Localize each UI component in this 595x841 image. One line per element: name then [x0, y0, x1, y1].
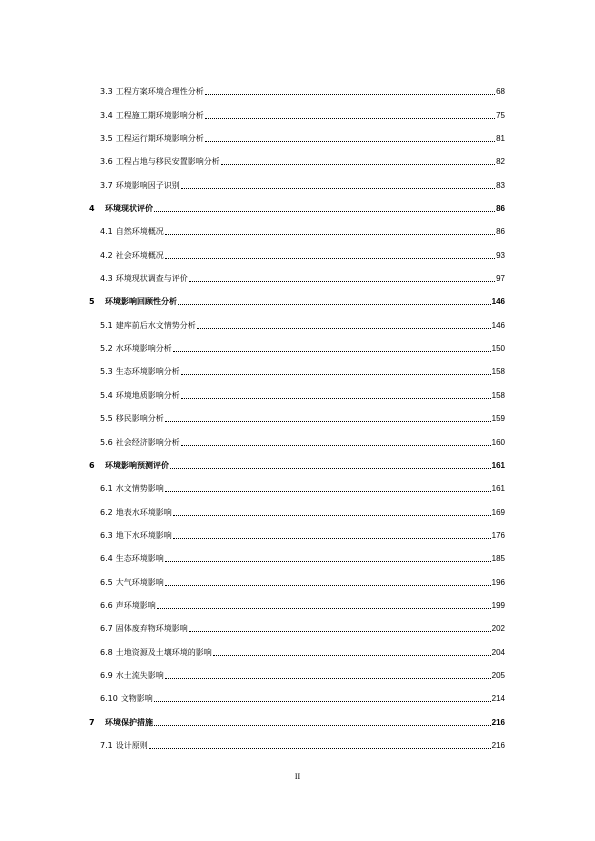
toc-entry-page: 158: [491, 367, 505, 377]
toc-section-entry[interactable]: [89, 261, 505, 284]
toc-section-entry[interactable]: [89, 424, 505, 447]
toc-entry-number: 3.5: [100, 134, 113, 144]
toc-entry-title: 社会环境概况: [115, 250, 164, 260]
toc-entry-title: 工程占地与移民安置影响分析: [115, 157, 220, 167]
toc-dot-leader: [181, 445, 491, 446]
toc-entry-number: 4.3: [100, 274, 113, 284]
toc-entry-page: 68: [496, 87, 505, 97]
toc-entry-page: 97: [496, 274, 505, 284]
toc-dot-leader: [165, 421, 491, 422]
toc-dot-leader: [205, 94, 495, 95]
toc-dot-leader: [154, 701, 491, 702]
toc-entry-title: 环境影响回顾性分析: [105, 297, 177, 307]
toc-entry-page: 75: [496, 110, 505, 120]
toc-section-entry[interactable]: [89, 237, 505, 260]
toc-section-entry[interactable]: [89, 728, 505, 751]
toc-section-entry[interactable]: [89, 97, 505, 120]
toc-entry-page: 158: [491, 390, 505, 400]
toc-section-entry[interactable]: [89, 401, 505, 424]
toc-entry-page: 202: [491, 624, 505, 634]
toc-dot-leader: [197, 328, 491, 329]
toc-entry-page: 196: [491, 577, 505, 587]
toc-dot-leader: [178, 304, 491, 305]
toc-entry-title: 工程运行期环境影响分析: [115, 134, 204, 144]
toc-dot-leader: [173, 538, 491, 539]
toc-entry-title: 设计原则: [115, 740, 148, 750]
toc-section-entry[interactable]: [89, 471, 505, 494]
toc-entry-number: 6.3: [100, 530, 113, 540]
toc-entry-title: 水土流失影响: [115, 670, 164, 680]
toc-dot-leader: [165, 234, 495, 235]
toc-section-entry[interactable]: [89, 377, 505, 400]
toc-entry-page: 176: [491, 530, 505, 540]
toc-entry-title: 环境地质影响分析: [115, 390, 180, 400]
toc-dot-leader: [149, 748, 491, 749]
toc-entry-page: 216: [491, 717, 505, 727]
toc-entry-title: 文物影响: [120, 694, 153, 704]
toc-dot-leader: [213, 655, 491, 656]
toc-dot-leader: [157, 608, 491, 609]
toc-entry-number: 5.4: [100, 390, 113, 400]
toc-entry-number: 3.7: [100, 180, 113, 190]
toc-entry-title: 水环境影响分析: [115, 344, 172, 354]
toc-entry-title: 工程方案环境合理性分析: [115, 87, 204, 97]
toc-entry-page: 161: [491, 484, 505, 494]
toc-entry-number: 5.2: [100, 344, 113, 354]
toc-entry-number: 6.8: [100, 647, 113, 657]
toc-entry-number: 6.1: [100, 484, 113, 494]
toc-entry-page: 93: [496, 250, 505, 260]
toc-dot-leader: [170, 468, 491, 469]
toc-entry-title: 大气环境影响: [115, 577, 164, 587]
toc-entry-number: 6.4: [100, 554, 113, 564]
toc-entry-title: 声环境影响: [115, 600, 156, 610]
table-of-contents: [89, 74, 505, 751]
toc-section-entry[interactable]: [89, 214, 505, 237]
toc-entry-number: 6.10: [100, 694, 118, 704]
toc-dot-leader: [165, 585, 491, 586]
toc-section-entry[interactable]: [89, 144, 505, 167]
toc-entry-number: 6: [89, 460, 95, 470]
toc-entry-page: 216: [491, 740, 505, 750]
toc-entry-page: 86: [496, 227, 505, 237]
toc-dot-leader: [189, 281, 495, 282]
toc-entry-number: 5.6: [100, 437, 113, 447]
toc-entry-title: 移民影响分析: [115, 414, 164, 424]
toc-section-entry[interactable]: [89, 588, 505, 611]
toc-dot-leader: [154, 725, 491, 726]
toc-section-entry[interactable]: [89, 611, 505, 634]
toc-entry-number: 5.1: [100, 320, 113, 330]
toc-entry-number: 4.1: [100, 227, 113, 237]
toc-dot-leader: [181, 398, 491, 399]
toc-entry-number: 4: [89, 204, 95, 214]
page-number: II: [294, 772, 301, 781]
toc-dot-leader: [181, 374, 491, 375]
toc-section-entry[interactable]: [89, 74, 505, 97]
toc-entry-page: 146: [491, 297, 505, 307]
toc-dot-leader: [205, 141, 495, 142]
toc-entry-page: 159: [491, 414, 505, 424]
toc-entry-page: 185: [491, 554, 505, 564]
toc-dot-leader: [221, 164, 495, 165]
toc-entry-title: 环境现状评价: [105, 204, 153, 214]
toc-entry-page: 161: [491, 460, 505, 470]
toc-entry-page: 86: [496, 204, 505, 214]
toc-section-entry[interactable]: [89, 167, 505, 190]
toc-entry-page: 204: [491, 647, 505, 657]
toc-entry-title: 生态环境影响: [115, 554, 164, 564]
toc-entry-number: 3.6: [100, 157, 113, 167]
toc-entry-page: 83: [496, 180, 505, 190]
toc-entry-number: 3.3: [100, 87, 113, 97]
toc-chapter-entry[interactable]: [89, 704, 505, 727]
toc-dot-leader: [189, 631, 491, 632]
toc-entry-title: 地表水环境影响: [115, 507, 172, 517]
toc-entry-title: 环境现状调查与评价: [115, 274, 188, 284]
toc-entry-title: 固体废弃物环境影响: [115, 624, 188, 634]
toc-entry-number: 6.7: [100, 624, 113, 634]
toc-entry-number: 7: [89, 717, 95, 727]
toc-entry-page: 146: [491, 320, 505, 330]
toc-entry-number: 5.3: [100, 367, 113, 377]
toc-dot-leader: [173, 351, 491, 352]
toc-entry-title: 生态环境影响分析: [115, 367, 180, 377]
toc-entry-title: 工程施工期环境影响分析: [115, 110, 204, 120]
toc-entry-page: 81: [496, 134, 505, 144]
toc-entry-page: 82: [496, 157, 505, 167]
toc-entry-page: 150: [491, 344, 505, 354]
toc-entry-title: 社会经济影响分析: [115, 437, 180, 447]
toc-entry-title: 地下水环境影响: [115, 530, 172, 540]
toc-section-entry[interactable]: [89, 331, 505, 354]
toc-entry-title: 自然环境概况: [115, 227, 164, 237]
toc-dot-leader: [173, 515, 491, 516]
toc-chapter-entry[interactable]: [89, 284, 505, 307]
toc-dot-leader: [165, 678, 491, 679]
toc-section-entry[interactable]: [89, 681, 505, 704]
toc-entry-page: 160: [491, 437, 505, 447]
toc-entry-number: 5: [89, 297, 95, 307]
toc-section-entry[interactable]: [89, 658, 505, 681]
toc-dot-leader: [154, 211, 495, 212]
toc-chapter-entry[interactable]: [89, 191, 505, 214]
toc-section-entry[interactable]: [89, 307, 505, 330]
toc-section-entry[interactable]: [89, 541, 505, 564]
toc-dot-leader: [181, 188, 495, 189]
toc-entry-number: 6.6: [100, 600, 113, 610]
toc-entry-number: 6.5: [100, 577, 113, 587]
toc-dot-leader: [165, 561, 491, 562]
toc-chapter-entry[interactable]: [89, 448, 505, 471]
toc-entry-title: 土地资源及土壤环境的影响: [115, 647, 212, 657]
toc-entry-title: 环境影响因子识别: [115, 180, 180, 190]
toc-entry-number: 4.2: [100, 250, 113, 260]
toc-section-entry[interactable]: [89, 354, 505, 377]
toc-entry-title: 建库前后水文情势分析: [115, 320, 196, 330]
toc-entry-number: 3.4: [100, 110, 113, 120]
toc-dot-leader: [165, 258, 495, 259]
toc-entry-title: 水文情势影响: [115, 484, 164, 494]
toc-section-entry[interactable]: [89, 121, 505, 144]
toc-entry-number: 7.1: [100, 740, 113, 750]
toc-dot-leader: [165, 491, 491, 492]
toc-section-entry[interactable]: [89, 518, 505, 541]
toc-entry-page: 199: [491, 600, 505, 610]
toc-section-entry[interactable]: [89, 564, 505, 587]
toc-entry-number: 5.5: [100, 414, 113, 424]
toc-section-entry[interactable]: [89, 634, 505, 657]
toc-dot-leader: [205, 118, 495, 119]
toc-entry-number: 6.2: [100, 507, 113, 517]
toc-entry-page: 169: [491, 507, 505, 517]
toc-entry-page: 205: [491, 670, 505, 680]
toc-section-entry[interactable]: [89, 494, 505, 517]
toc-entry-number: 6.9: [100, 670, 113, 680]
toc-entry-title: 环境保护措施: [105, 717, 153, 727]
toc-entry-page: 214: [491, 694, 505, 704]
toc-entry-title: 环境影响预测评价: [105, 460, 169, 470]
